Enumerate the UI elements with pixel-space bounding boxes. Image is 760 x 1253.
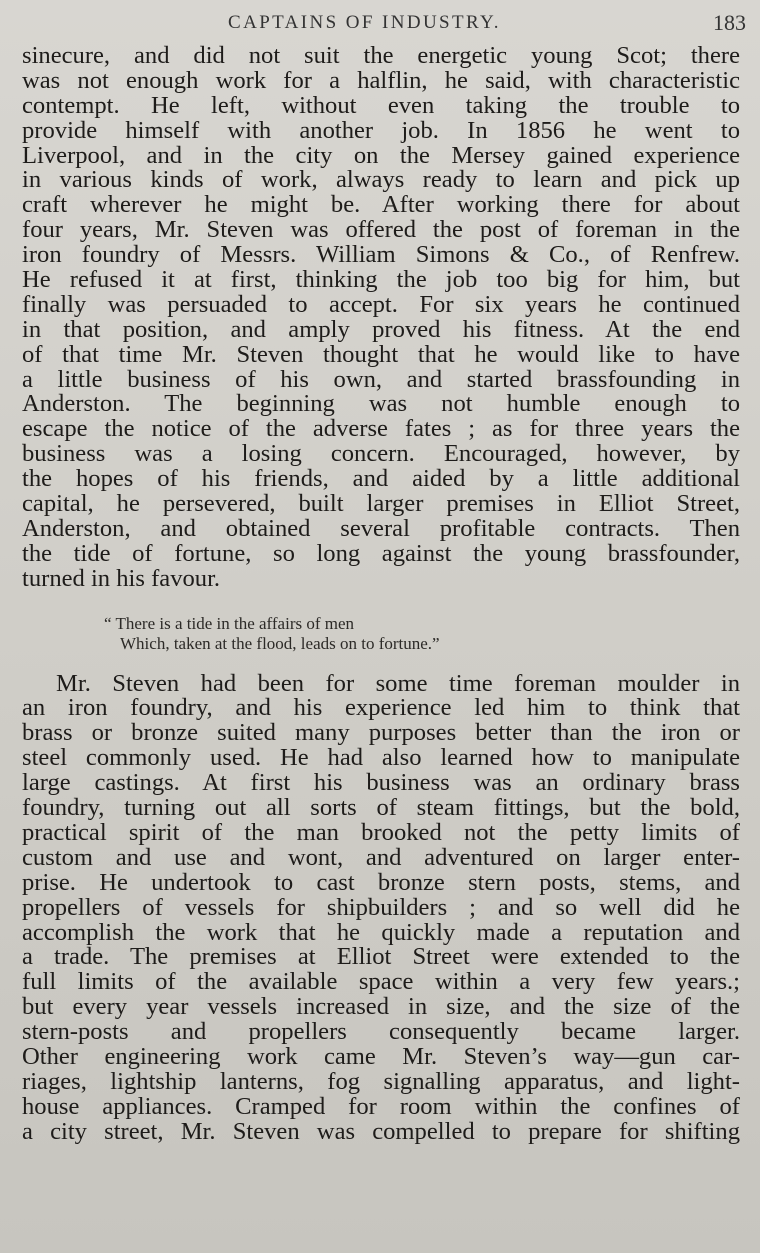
verse-quote <box>22 614 740 654</box>
text-line: steel commonly used. He had also learned how to manipulate <box>22 746 740 772</box>
text-line: the hopes of his friends, and aided by a little additional <box>22 467 740 493</box>
text-line: Anderston, and obtained several profitable contracts. Then <box>22 516 740 542</box>
text-line: craft wherever he might be. After working there for about <box>22 193 740 219</box>
text-line: He refused it at first, thinking the job too big for him, but <box>22 268 740 293</box>
text-line: but every year vessels increased in size, and the size of the <box>22 995 740 1021</box>
text-line: the tide of fortune, so long against the young brassfounder, <box>22 541 740 567</box>
text-line: four years, Mr. Steven was offered the post of foreman in the <box>22 218 740 244</box>
text-line: finally was persuaded to accept. For six years he continued <box>22 292 740 318</box>
text-line: a city street, Mr. Steven was compelled to prepare for shifting <box>22 1119 740 1145</box>
text-line: Other engineering work came Mr. Steven’s way—gun car- <box>22 1044 740 1070</box>
page-number: 183 <box>713 10 746 35</box>
text-line: was not enough work for a halflin, he said, with characteristic <box>22 68 740 94</box>
paragraph-2 <box>22 672 740 1145</box>
text-line: stern-posts and propellers consequently became larger. <box>22 1020 740 1045</box>
text-line: iron foundry of Messrs. William Simons & Co., of Renfrew. <box>22 243 740 269</box>
text-line: custom and use and wont, and adventured on larger enter- <box>22 845 740 871</box>
paragraph-1 <box>22 44 740 592</box>
text-line: foundry, turning out all sorts of steam fittings, but the bold, <box>22 796 740 821</box>
text-line: of that time Mr. Steven thought that he would like to have <box>22 342 740 368</box>
text-line: Liverpool, and in the city on the Mersey gained experience <box>22 143 740 169</box>
page-header <box>0 8 760 42</box>
quote-line: Which, taken at the flood, leads on to fortune.” <box>120 633 440 653</box>
text-line: brass or bronze suited many purposes better than the iron or <box>22 721 740 747</box>
text-line: in that position, and amply proved his fitness. At the end <box>22 317 740 343</box>
text-line: Anderston. The beginning was not humble enough to <box>22 392 740 418</box>
quote-line: “ There is a tide in the affairs of men <box>104 613 355 633</box>
text-line: escape the notice of the adverse fates ; as for three years the <box>22 417 740 443</box>
text-line: practical spirit of the man brooked not the petty limits of <box>22 820 740 846</box>
text-line: provide himself with another job. In 1856 he went to <box>22 118 740 144</box>
text-line: in various kinds of work, always ready to learn and pick up <box>22 168 740 194</box>
text-line: full limits of the available space within a very few years.; <box>22 970 740 996</box>
text-line: sinecure, and did not suit the energetic young Scot; there <box>22 44 740 69</box>
text-line: capital, he persevered, built larger premises in Elliot Street, <box>22 492 740 517</box>
text-line: prise. He undertook to cast bronze stern posts, stems, and <box>22 870 740 896</box>
text-line: contempt. He left, without even taking the trouble to <box>22 93 740 119</box>
text-line: accomplish the work that he quickly made a reputation and <box>22 920 740 946</box>
text-line: propellers of vessels for shipbuilders ; and so well did he <box>22 895 740 921</box>
text-line: a little business of his own, and started brassfounding in <box>22 367 740 393</box>
text-line: turned in his favour. <box>22 566 221 592</box>
text-line: a trade. The premises at Elliot Street were extended to the <box>22 945 740 971</box>
text-line: large castings. At first his business was an ordinary brass <box>22 771 740 797</box>
text-line: house appliances. Cramped for room within the confines of <box>22 1094 740 1120</box>
text-line: an iron foundry, and his experience led him to think that <box>22 696 740 722</box>
body-text <box>22 44 740 1145</box>
running-title: CAPTAINS OF INDUSTRY. <box>228 12 501 33</box>
text-line: business was a losing concern. Encouraged, however, by <box>22 442 740 468</box>
text-line: riages, lightship lanterns, fog signalling apparatus, and light- <box>22 1069 740 1095</box>
text-line: Mr. Steven had been for some time foreman moulder in <box>56 671 740 697</box>
